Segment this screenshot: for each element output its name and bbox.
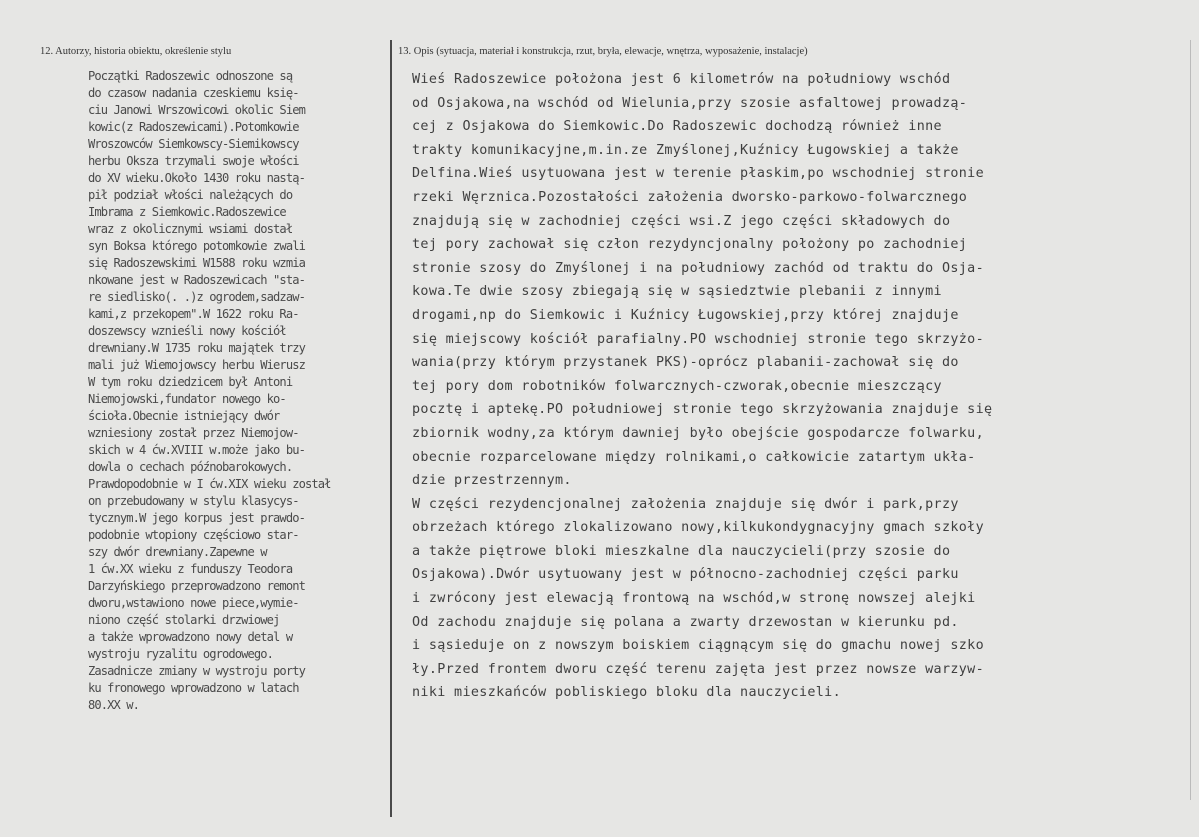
right-edge-line (1190, 40, 1191, 800)
history-text-line: ciu Janowi Wrszowicowi okolic Siem (88, 103, 305, 117)
description-text-line: Wieś Radoszewice położona jest 6 kilometrów na południowy wschód (412, 72, 951, 87)
description-text-line: obrzeżach którego zlokalizowano nowy,kilkukondygnacyjny gmach szkoły (412, 520, 985, 536)
description-text-line: kowa.Te dwie szosy zbiegają się w sąsiedztwie plebanii z innymi (412, 284, 942, 300)
history-text-line: 80.XX w. (88, 698, 140, 712)
history-text-line: do XV wieku.Około 1430 roku nastą- (88, 171, 305, 185)
history-text-line: drewniany.W 1735 roku majątek trzy (88, 341, 305, 355)
history-text-line: do czasow nadania czeskiemu księ- (88, 86, 299, 100)
history-text-line: szy dwór drewniany.Zapewne w (88, 545, 267, 559)
history-text-line: dworu,wstawiono nowe piece,wymie- (88, 596, 299, 610)
description-text-line: ły.Przed frontem dworu część terenu zajęta jest przez nowsze warzyw- (412, 661, 985, 677)
history-text-line: 1 ćw.XX wieku z funduszy Teodora (88, 562, 293, 576)
description-text-line: od Osjakowa,na wschód od Wielunia,przy szosie asfaltowej prowadzą- (412, 95, 968, 111)
description-text-line: Delfina.Wieś usytuowana jest w terenie płaskim,po wschodniej stronie (412, 166, 985, 182)
history-text-line: mali już Wiemojowscy herbu Wierusz (88, 358, 305, 372)
section-13-header: 13. Opis (sytuacja, materiał i konstrukcja, rzut, bryła, elewacje, wnętrza, wyposażenie, instalacje) (398, 46, 808, 57)
description-text-line: wania(przy którym przystanek PKS)-oprócz plabanii-zachował się do (412, 355, 959, 371)
description-text-line: Osjakowa).Dwór usytuowany jest w północno-zachodniej części parku (412, 567, 959, 583)
history-text-line: wzniesiony został przez Niemojow- (88, 426, 299, 440)
history-text-line: on przebudowany w stylu klasycys- (88, 494, 299, 508)
description-text-line: dzie przestrzennym. (412, 473, 572, 489)
history-text-line: Zasadnicze zmiany w wystroju porty (88, 664, 305, 678)
description-text-line: W części rezydencjonalnej założenia znajduje się dwór i park,przy (412, 496, 959, 512)
description-text-line: znajdują się w zachodniej części wsi.Z jego części składowych do (412, 213, 951, 229)
history-text-line: Wroszowców Siemkowscy-Siemikowscy (88, 137, 299, 151)
history-text-line: Prawdopodobnie w I ćw.XIX wieku został (88, 477, 331, 491)
history-text-line: doszewscy wznieśli nowy kościół (88, 324, 286, 338)
description-text-line: pocztę i aptekę.PO południowej stronie tego skrzyżowania znajduje się (412, 402, 993, 418)
description-text-line: tej pory dom robotników folwarcznych-czworak,obecnie mieszczący (412, 378, 942, 394)
description-text-line: i sąsieduje on z nowszym boiskiem ciągnącym się do gmachu nowej szko (412, 638, 985, 654)
history-text-line: syn Boksa którego potomkowie zwali (88, 239, 305, 253)
history-text-line: pił podział włości należących do (88, 188, 293, 202)
history-text-line: kowic(z Radoszewicami).Potomkowie (88, 120, 299, 134)
description-text-line: stronie szosy do Zmyślonej i na południowy zachód od traktu do Osja- (412, 260, 985, 276)
history-text-line: Początki Radoszewic odnoszone są (88, 69, 293, 83)
history-text-line: wraz z okolicznymi wsiami dostał (88, 222, 293, 236)
description-text-column (412, 68, 1182, 705)
description-text-line: rzeki Węrznica.Pozostałości założenia dworsko-parkowo-folwarcznego (412, 189, 968, 205)
history-text-line: Niemojowski,fundator nowego ko- (88, 392, 286, 406)
description-text-line: tej pory zachował się człon rezydyncjonalny położony po zachodniej (412, 237, 968, 253)
description-text-line: się miejscowy kościół parafialny.PO wschodniej stronie tego skrzyżo- (412, 331, 985, 347)
history-text-line: podobnie wtopiony częściowo star- (88, 528, 299, 542)
description-text-line: obecnie rozparcelowane między rolnikami,o całkowicie zatartym ukła- (412, 449, 976, 465)
column-divider (390, 40, 392, 817)
history-text-column (88, 68, 383, 714)
description-text-line: Od zachodu znajduje się polana a zwarty drzewostan w kierunku pd. (412, 614, 959, 630)
history-text-line: ścioła.Obecnie istniejący dwór (88, 409, 280, 423)
history-text-line: herbu Oksza trzymali swoje włości (88, 154, 299, 168)
history-text-line: skich w 4 ćw.XVIII w.może jako bu- (88, 443, 305, 457)
description-text-line: zbiornik wodny,za którym dawniej było obejście gospodarcze folwarku, (412, 425, 985, 441)
history-text-line: tycznym.W jego korpus jest prawdo- (88, 511, 305, 525)
history-text-line: nkowane jest w Radoszewicach "sta- (88, 273, 305, 287)
history-text-line: dowla o cechach późnobarokowych. (88, 460, 293, 474)
history-text-line: ku fronowego wprowadzono w latach (88, 681, 299, 695)
history-text-line: re siedlisko(. .)z ogrodem,sadzaw- (88, 290, 305, 304)
description-text-line: i zwrócony jest elewacją frontową na wschód,w stronę nowszej alejki (412, 591, 976, 607)
history-text-line: W tym roku dziedzicem był Antoni (88, 375, 293, 389)
section-12-header: 12. Autorzy, historia obiektu, określenie stylu (40, 46, 232, 57)
history-text-line: kami,z przekopem".W 1622 roku Ra- (88, 307, 299, 321)
history-text-line: się Radoszewskimi W1588 roku wzmia (88, 256, 305, 270)
history-text-line: Darzyńskiego przeprowadzono remont (88, 579, 305, 593)
description-text-line: a także piętrowe bloki mieszkalne dla nauczycieli(przy szosie do (412, 543, 951, 559)
description-text-line: cej z Osjakowa do Siemkowic.Do Radoszewic dochodzą również inne (412, 119, 942, 135)
description-text-line: drogami,np do Siemkowic i Kuźnicy Ługowskiej,przy której znajduje (412, 307, 959, 323)
history-text-line: niono część stolarki drzwiowej (88, 613, 280, 627)
history-text-line: Imbrama z Siemkowic.Radoszewice (88, 205, 286, 219)
description-text-line: trakty komunikacyjne,m.in.ze Zmyślonej,Kuźnicy Ługowskiej a także (412, 142, 959, 158)
description-text-line: niki mieszkańców pobliskiego bloku dla nauczycieli. (412, 685, 842, 701)
history-text-line: wystroju ryzalitu ogrodowego. (88, 647, 274, 661)
history-text-line: a także wprowadzono nowy detal w (88, 630, 293, 644)
